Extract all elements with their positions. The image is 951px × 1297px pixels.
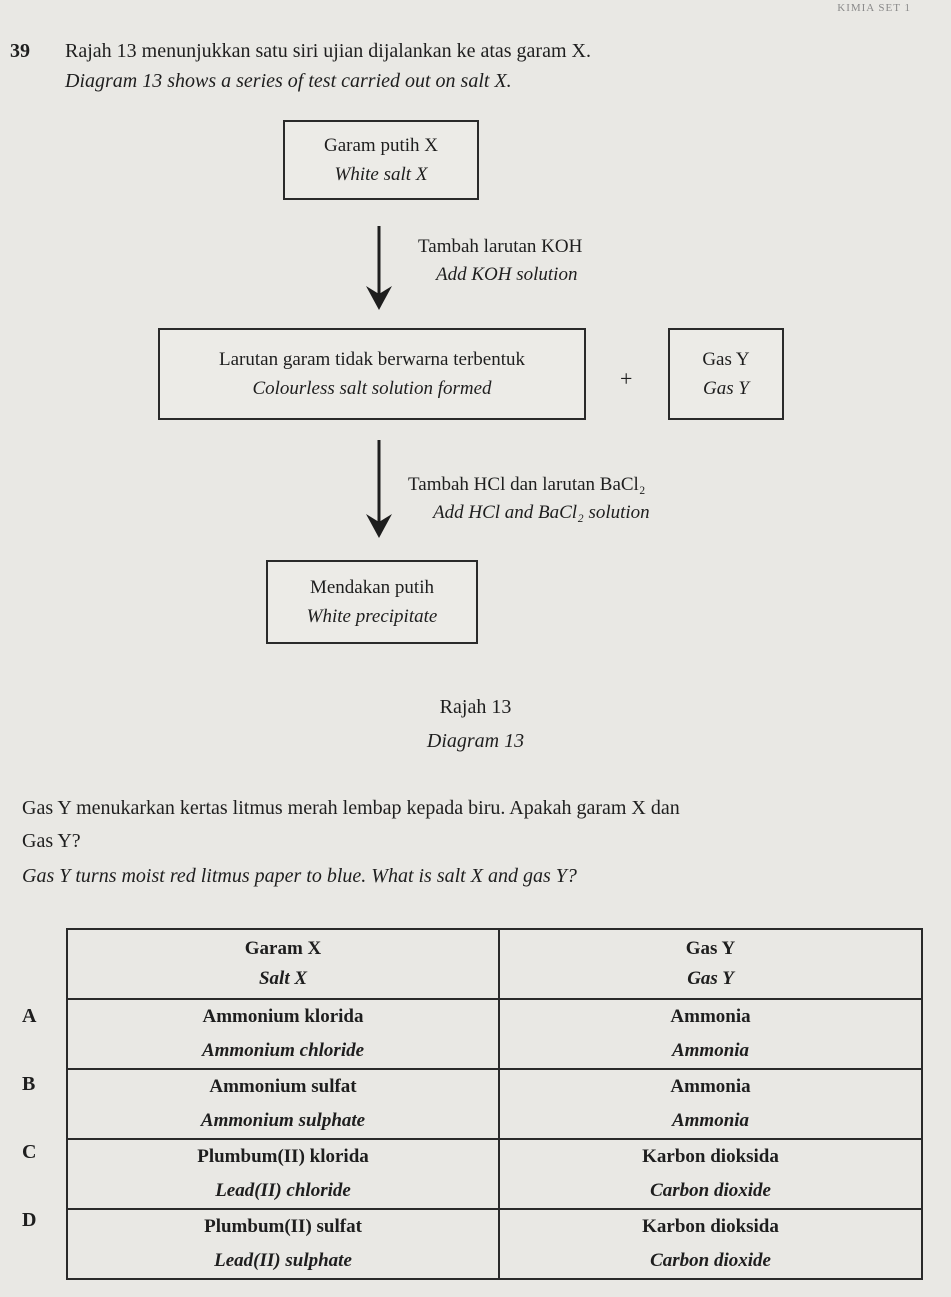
step2-malay: Tambah HCl dan larutan BaCl₂: [408, 474, 646, 495]
option-b-salt-english: Ammonium sulphate: [67, 1104, 499, 1139]
question-stem-english: Diagram 13 shows a series of test carried out on salt X.: [65, 70, 512, 92]
diagram-caption-malay: Rajah 13: [439, 696, 512, 718]
option-b-gas-english: Ammonia: [499, 1104, 922, 1139]
option-d-salt-malay: Plumbum(II) sulfat: [67, 1209, 499, 1244]
step1-english: Add KOH solution: [436, 264, 578, 285]
question-number: 39: [10, 40, 30, 62]
final-box: [266, 560, 478, 644]
step1-label: [418, 236, 582, 286]
gas-box: [668, 328, 784, 420]
table-row: [67, 1209, 922, 1244]
prompt-malay-line1: Gas Y menukarkan kertas litmus merah lembap kepada biru. Apakah garam X dan: [22, 797, 680, 819]
step1-malay: Tambah larutan KOH: [418, 236, 583, 257]
result-box-malay: Larutan garam tidak berwarna terbentuk: [219, 349, 525, 370]
option-a-gas-english: Ammonia: [499, 1034, 922, 1069]
result-box-english: Colourless salt solution formed: [252, 378, 492, 399]
option-c-letter[interactable]: C: [22, 1141, 37, 1163]
option-b-letter[interactable]: B: [22, 1073, 36, 1095]
option-d-salt-english: Lead(II) sulphate: [67, 1244, 499, 1279]
option-d-letter[interactable]: D: [22, 1209, 37, 1231]
step2-english: Add HCl and BaCl₂ solution: [433, 502, 650, 523]
final-box-malay: Mendakan putih: [309, 577, 434, 598]
header-salt: [67, 929, 499, 999]
table-row: [67, 1139, 922, 1174]
final-box-english: White precipitate: [306, 606, 438, 627]
result-box: [158, 328, 586, 420]
question-stem-malay: Rajah 13 menunjukkan satu siri ujian dijalankan ke atas garam X.: [65, 40, 591, 62]
header-salt-english: Salt X: [258, 968, 308, 989]
table-row: [67, 1174, 922, 1209]
option-b-salt-malay: Ammonium sulfat: [67, 1069, 499, 1104]
table-row: [67, 1104, 922, 1139]
table-row: [67, 999, 922, 1034]
plus-sign: +: [620, 366, 633, 391]
option-c-salt-malay: Plumbum(II) klorida: [67, 1139, 499, 1174]
gas-box-english: Gas Y: [703, 378, 749, 399]
option-a-letter[interactable]: A: [22, 1005, 37, 1027]
prompt-english: Gas Y turns moist red litmus paper to blue. What is salt X and gas Y?: [22, 865, 577, 887]
option-b-gas-malay: Ammonia: [499, 1069, 922, 1104]
header-gas: [499, 929, 922, 999]
step2-label: [408, 474, 650, 524]
down-arrow-icon: [366, 440, 392, 540]
option-c-salt-english: Lead(II) chloride: [67, 1174, 499, 1209]
table-row: [67, 1034, 922, 1069]
option-a-salt-english: Ammonium chloride: [67, 1034, 499, 1069]
down-arrow-icon: [366, 226, 392, 312]
gas-box-malay: Gas Y: [702, 349, 750, 370]
option-c-gas-malay: Karbon dioksida: [499, 1139, 922, 1174]
prompt-malay-line2: Gas Y?: [22, 830, 81, 852]
option-a-gas-malay: Ammonia: [499, 999, 922, 1034]
header-gas-malay: Gas Y: [685, 938, 736, 959]
option-c-gas-english: Carbon dioxide: [499, 1174, 922, 1209]
option-a-salt-malay: Ammonium klorida: [67, 999, 499, 1034]
table-row: [67, 1244, 922, 1279]
corner-mark: KIMIA SET 1: [837, 2, 911, 14]
start-box: [283, 120, 479, 200]
option-d-gas-malay: Karbon dioksida: [499, 1209, 922, 1244]
start-box-malay: Garam putih X: [324, 135, 438, 156]
header-gas-english: Gas Y: [687, 968, 734, 989]
diagram-caption-english: Diagram 13: [426, 730, 525, 752]
start-box-english: White salt X: [334, 164, 428, 185]
options-table: [66, 928, 923, 1280]
option-d-gas-english: Carbon dioxide: [499, 1244, 922, 1279]
table-row: [67, 1069, 922, 1104]
table-header-row: [67, 929, 922, 999]
header-salt-malay: Garam X: [244, 938, 322, 959]
